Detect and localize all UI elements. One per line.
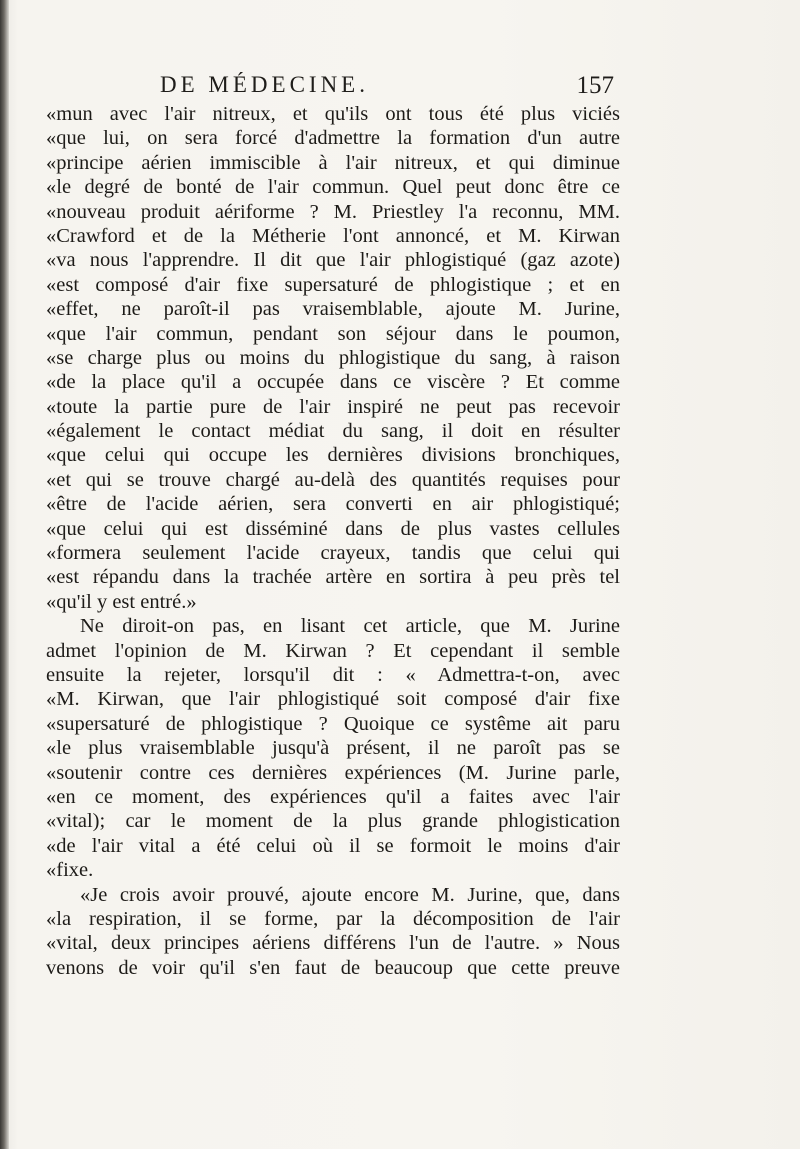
binding-edge xyxy=(0,0,9,1149)
text-line: «être de l'acide aérien, sera converti en air phlogistiqué; xyxy=(46,493,620,516)
text-line: ensuite la rejeter, lorsqu'il dit : « Admettra-t-on, avec xyxy=(46,663,620,686)
text-line: «de l'air vital a été celui où il se formoit le moins d'air xyxy=(46,834,620,857)
text-line: «le degré de bonté de l'air commun. Quel peut donc être ce xyxy=(46,176,620,199)
text-line: «fixe. xyxy=(46,859,94,882)
text-line: «effet, ne paroît-il pas vraisemblable, ajoute M. Jurine, xyxy=(46,298,620,321)
text-line: «M. Kirwan, que l'air phlogistiqué soit composé d'air fixe xyxy=(46,688,620,711)
text-line: «supersaturé de phlogistique ? Quoique ce systême ait paru xyxy=(46,712,620,735)
text-line: «qu'il y est entré.» xyxy=(46,590,197,613)
text-line: «que celui qui occupe les dernières divisions bronchiques, xyxy=(46,444,620,467)
text-line: venons de voir qu'il s'en faut de beaucoup que cette preuve xyxy=(46,956,620,979)
text-line: «soutenir contre ces dernières expériences (M. Jurine parle, xyxy=(46,761,620,784)
text-line: «également le contact médiat du sang, il doit en résulter xyxy=(46,420,620,443)
text-line: «va nous l'apprendre. Il dit que l'air phlogistiqué (gaz azote) xyxy=(46,249,620,272)
text-line: «est composé d'air fixe supersaturé de phlogistique ; et en xyxy=(46,273,620,296)
text-line: «vital, deux principes aériens différens l'un de l'autre. » Nous xyxy=(46,932,620,955)
text-line: «que l'air commun, pendant son séjour dans le poumon, xyxy=(46,322,620,345)
text-line: «se charge plus ou moins du phlogistique du sang, à raison xyxy=(46,346,620,369)
text-line: «que lui, on sera forcé d'admettre la formation d'un autre xyxy=(46,127,620,150)
body-text xyxy=(46,102,620,980)
text-line: «principe aérien immiscible à l'air nitreux, et qui diminue xyxy=(46,151,620,174)
text-line: «en ce moment, des expériences qu'il a faites avec l'air xyxy=(46,785,620,808)
paragraph-first-line: Ne diroit-on pas, en lisant cet article, que M. Jurine xyxy=(80,615,620,638)
page-header xyxy=(50,70,614,104)
text-line: «et qui se trouve chargé au-delà des quantités requises pour xyxy=(46,468,620,491)
text-line: «le plus vraisemblable jusqu'à présent, il ne paroît pas se xyxy=(46,737,620,760)
text-line: «mun avec l'air nitreux, et qu'ils ont tous été plus viciés xyxy=(46,103,620,125)
text-line: «formera seulement l'acide crayeux, tandis que celui qui xyxy=(46,542,620,565)
text-line: «la respiration, il se forme, par la décomposition de l'air xyxy=(46,907,620,930)
page-number: 157 xyxy=(576,72,614,99)
text-line: «vital); car le moment de la plus grande phlogistication xyxy=(46,810,620,833)
text-line: «Crawford et de la Métherie l'ont annoncé, et M. Kirwan xyxy=(46,224,620,247)
running-title: DE MÉDECINE. xyxy=(160,72,369,97)
paragraph-first-line: «Je crois avoir prouvé, ajoute encore M. Jurine, que, dans xyxy=(80,883,620,906)
text-line: «que celui qui est disséminé dans de plus vastes cellules xyxy=(46,517,620,540)
text-line: «nouveau produit aériforme ? M. Priestley l'a reconnu, MM. xyxy=(46,200,620,223)
text-line: «de la place qu'il a occupée dans ce viscère ? Et comme xyxy=(46,371,620,394)
text-line: admet l'opinion de M. Kirwan ? Et cependant il semble xyxy=(46,639,620,662)
text-line: «est répandu dans la trachée artère en sortira à peu près tel xyxy=(46,566,620,589)
text-line: «toute la partie pure de l'air inspiré ne peut pas recevoir xyxy=(46,395,620,418)
